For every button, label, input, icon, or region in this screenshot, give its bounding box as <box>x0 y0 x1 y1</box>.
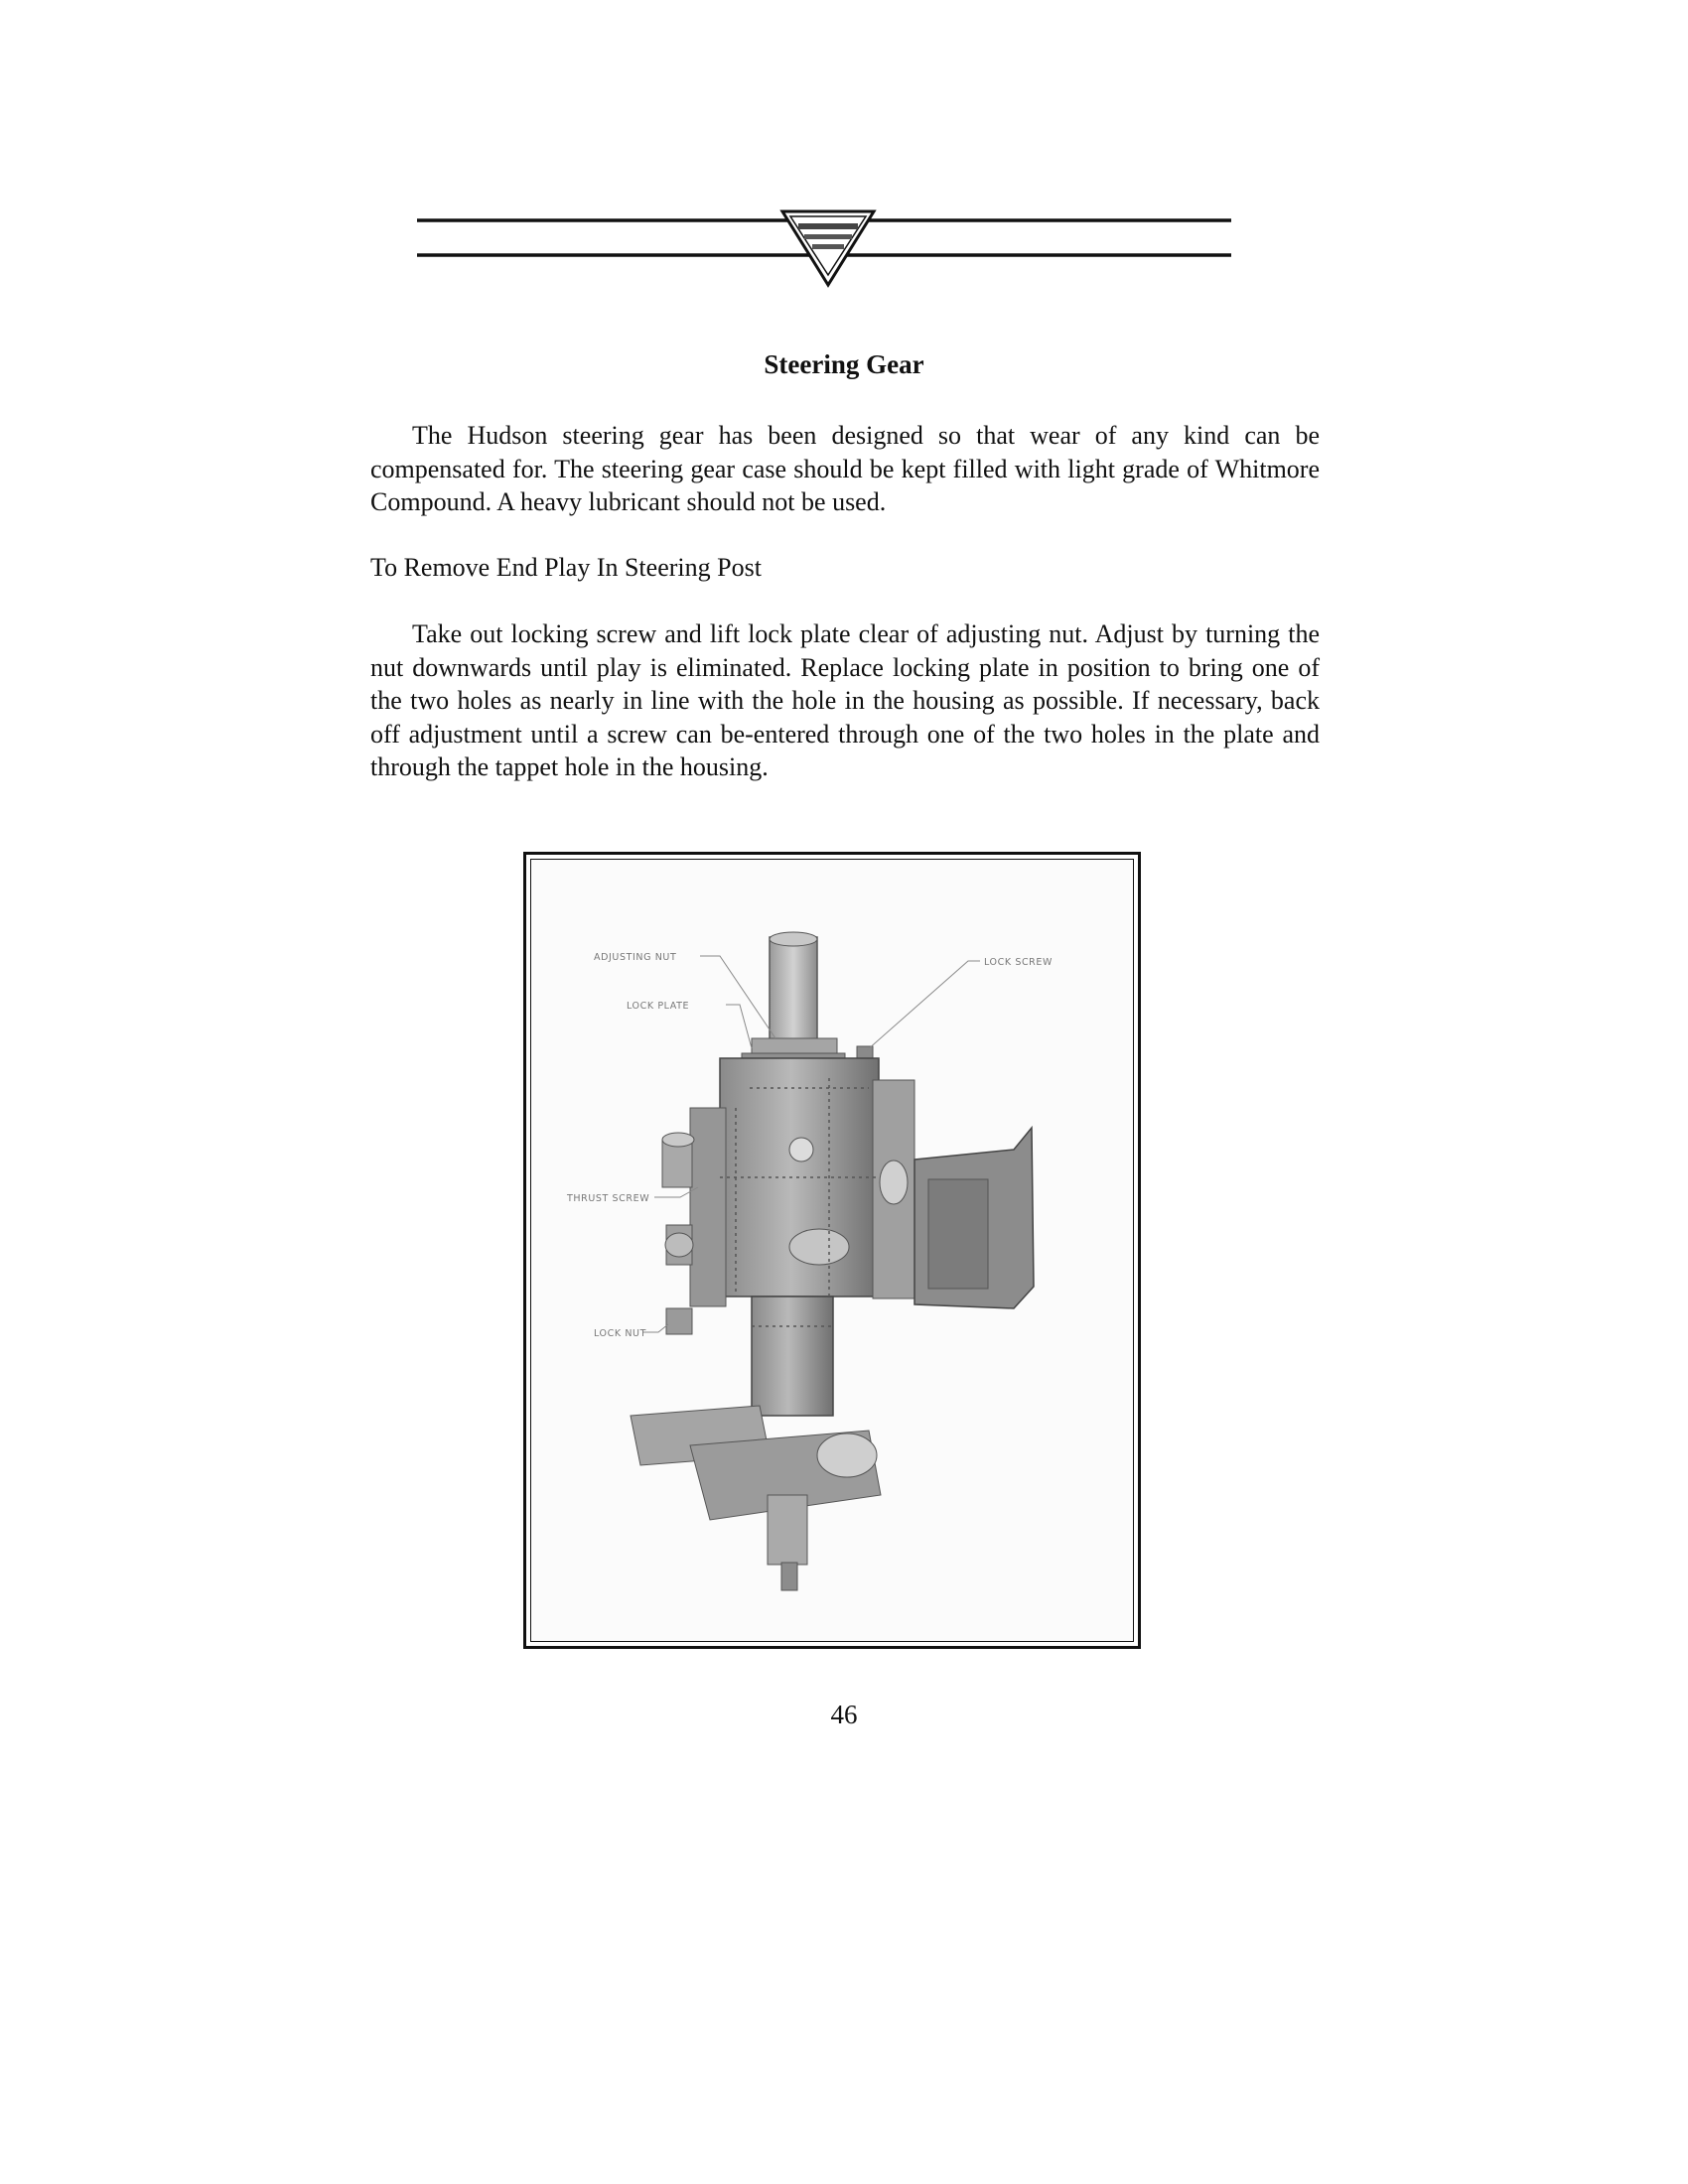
subheading: To Remove End Play In Steering Post <box>370 553 762 582</box>
callout-adjusting-nut: ADJUSTING NUT <box>594 952 677 963</box>
callout-lock-nut: LOCK NUT <box>594 1328 646 1339</box>
callout-thrust-screw: THRUST SCREW <box>567 1193 650 1204</box>
header-ornament <box>417 204 1231 293</box>
intro-paragraph: The Hudson steering gear has been designed so that wear of any kind can be compensated for. The steering gear case should be kept filled with light grade of Whitmore Compound. A heavy lubricant should not be used. <box>370 421 1320 516</box>
callout-lock-plate: LOCK PLATE <box>627 1001 690 1012</box>
hudson-emblem-icon <box>782 211 874 285</box>
callout-lock-screw: LOCK SCREW <box>984 957 1053 968</box>
page-number: 46 <box>830 1700 858 1729</box>
instructions-paragraph: Take out locking screw and lift lock plate clear of adjusting nut. Adjust by turning the nut downwards until play is eliminated. Replace locking plate in position to bring one of the two holes as nearly in line with the hole in the housing as possible. If necessary, back off adjustment until a screw can be-entered through one of the two holes in the plate and through the tappet hole in the housing. <box>370 619 1320 781</box>
figure-frame <box>523 852 1141 1649</box>
steering-gear-illustration <box>530 859 1134 1642</box>
section-title: Steering Gear <box>764 349 924 379</box>
